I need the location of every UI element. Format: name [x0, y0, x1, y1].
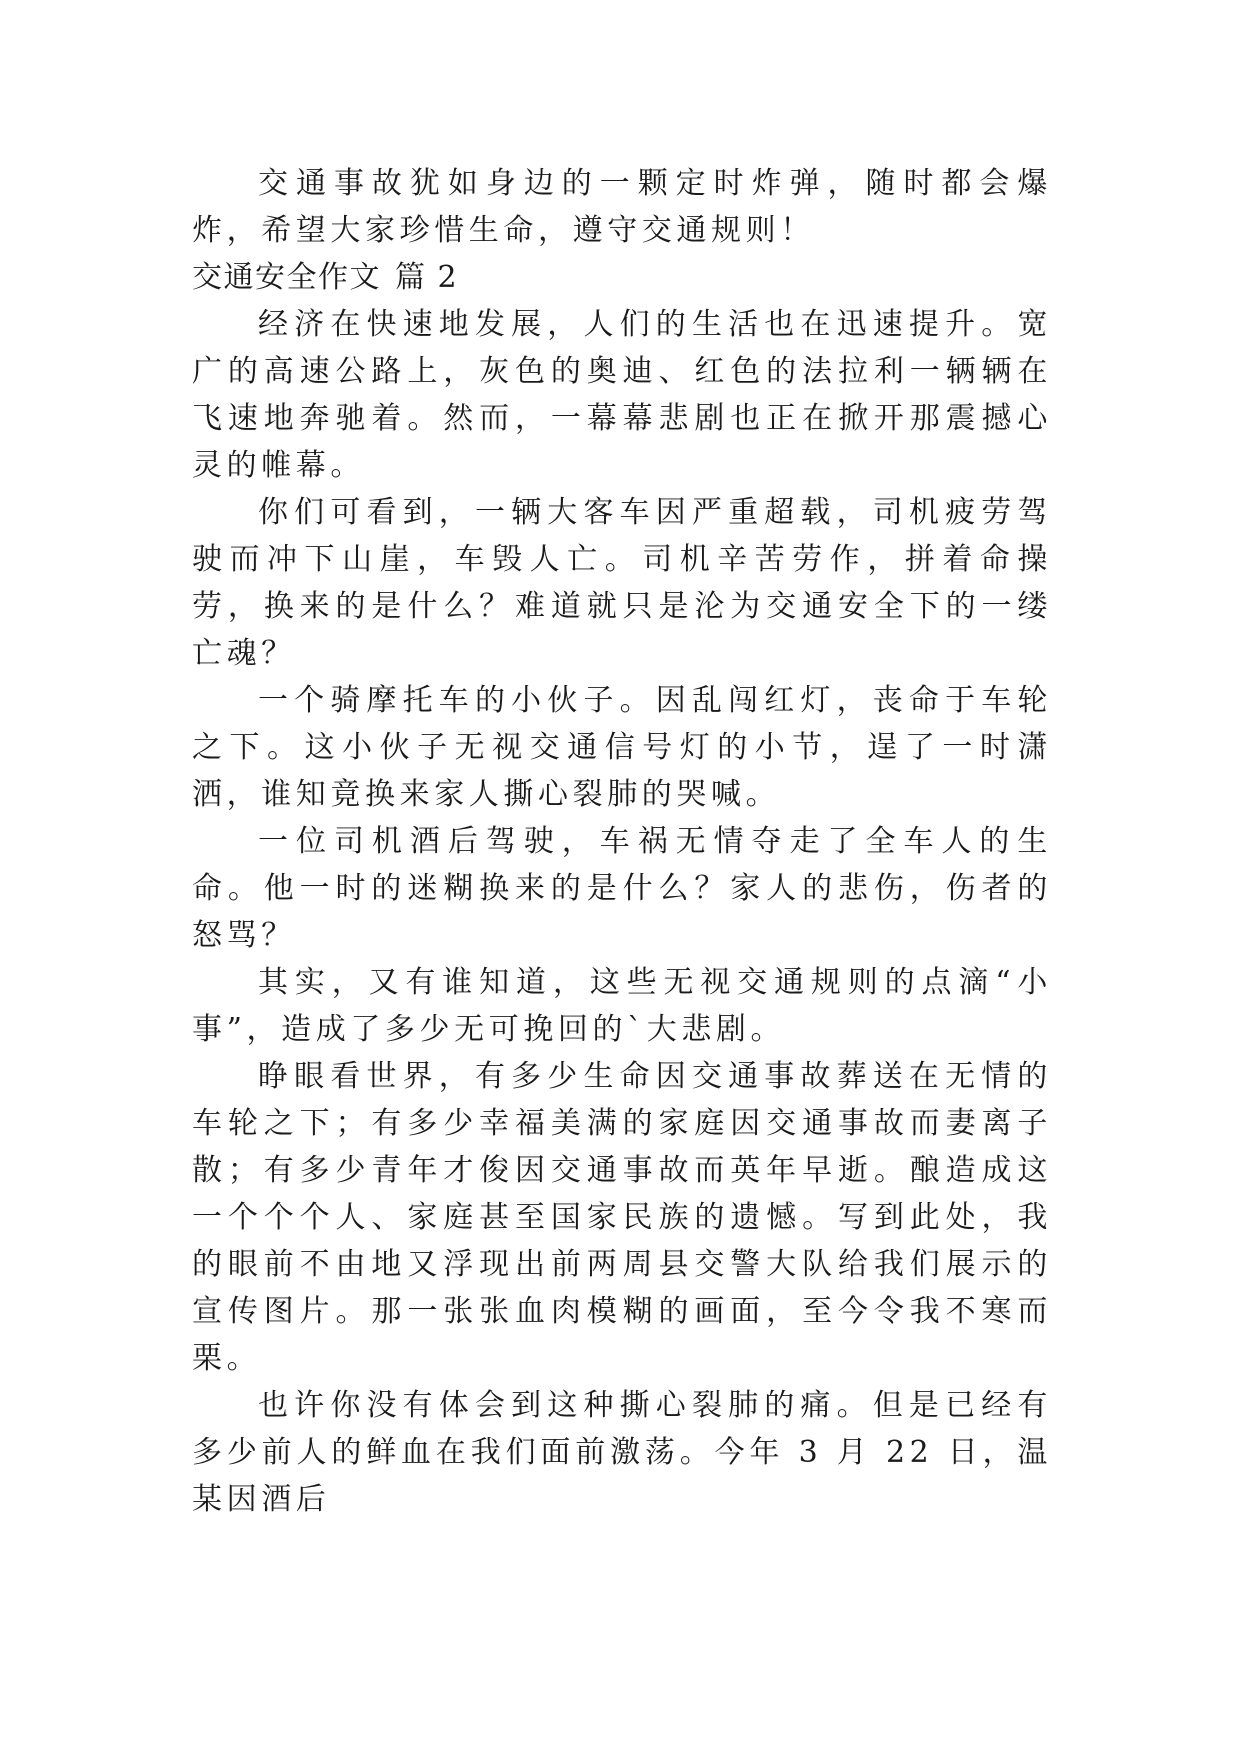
section-title: 交通安全作文: [192, 260, 381, 295]
section-number: 篇 2: [395, 260, 459, 295]
paragraph-4: 一位司机酒后驾驶，车祸无情夺走了全车人的生命。他一时的迷糊换来的是什么？家人的悲伤，伤者的怒骂？: [192, 824, 1052, 953]
section-heading: [192, 254, 1052, 301]
paragraph-3: 一个骑摩托车的小伙子。因乱闯红灯，丧命于车轮之下。这小伙子无视交通信号灯的小节，逞了一时潇洒，谁知竟换来家人撕心裂肺的哭喊。: [192, 683, 1052, 812]
paragraph-2: 你们可看到，一辆大客车因严重超载，司机疲劳驾驶而冲下山崖，车毁人亡。司机辛苦劳作，拼着命操劳，换来的是什么？难道就只是沦为交通安全下的一缕亡魂？: [192, 495, 1052, 671]
paragraph-7: 也许你没有体会到这种撕心裂肺的痛。但是已经有多少前人的鲜血在我们面前激荡。今年 3 月 22 日，温某因酒后: [192, 1388, 1052, 1517]
paragraph-6: 睁眼看世界，有多少生命因交通事故葬送在无情的车轮之下；有多少幸福美满的家庭因交通事故而妻离子散；有多少青年才俊因交通事故而英年早逝。酿造成这一个个个人、家庭甚至国家民族的遗憾。写到此处，我的眼前不由地又浮现出前两周县交警大队给我们展示的宣传图片。那一张张血肉模糊的画面，至今令我不寒而栗。: [192, 1059, 1052, 1376]
paragraph-5: 其实，又有谁知道，这些无视交通规则的点滴“小事”，造成了多少无可挽回的`大悲剧。: [192, 965, 1052, 1047]
paragraph-intro: 交通事故犹如身边的一颗定时炸弹，随时都会爆炸，希望大家珍惜生命，遵守交通规则！: [192, 166, 1052, 248]
paragraph-1: 经济在快速地发展，人们的生活也在迅速提升。宽广的高速公路上，灰色的奥迪、红色的法拉利一辆辆在飞速地奔驰着。然而，一幕幕悲剧也正在掀开那震撼心灵的帷幕。: [192, 307, 1052, 483]
document-body: [192, 160, 1052, 1523]
